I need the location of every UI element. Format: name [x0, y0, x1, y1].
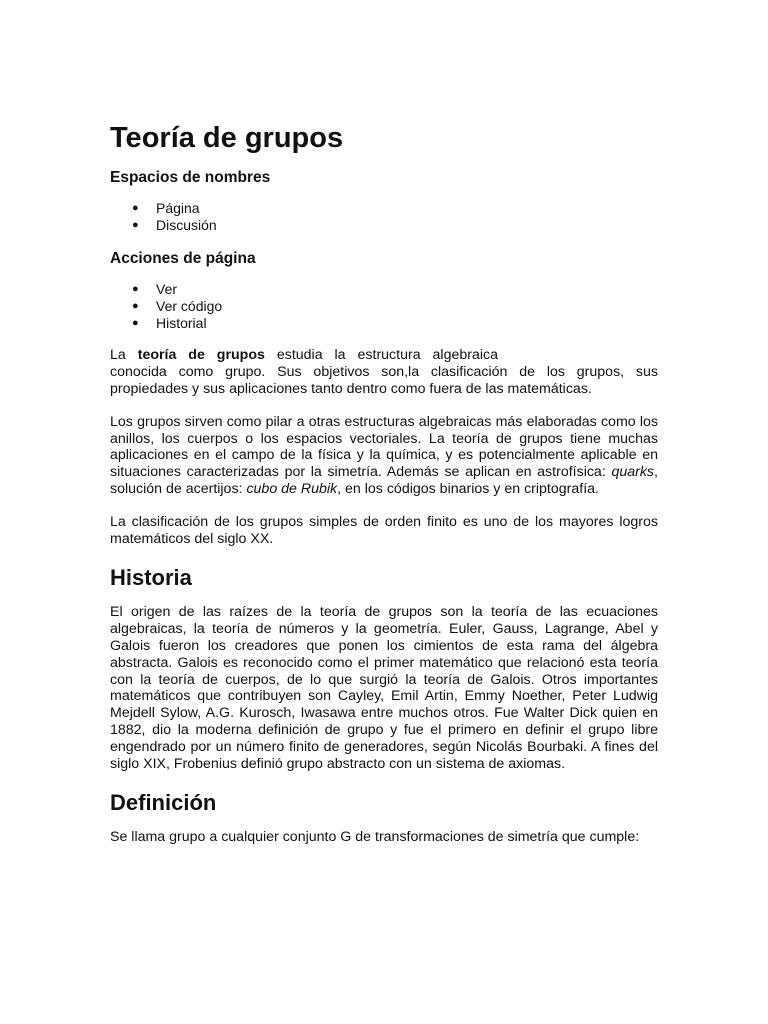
applications-paragraph: Los grupos sirven como pilar a otras estructuras algebraicas más elaboradas como los anillos, los cuerpos o los espacios vectoriales. La teoría de grupos tiene muchas aplicaciones en el campo de la física y la química, y es potencialmente aplicable en situaciones caracterizadas por la simetría. Además se aplican en astrofísica: quarks, solución de acertijos: cubo de Rubik, en los códigos binarios y en criptografía.: [110, 413, 658, 498]
bullet-icon: ●: [132, 202, 139, 214]
intro-paragraph-line1: La teoría de grupos estudia la estructura algebraica: [110, 347, 499, 363]
page-title: Teoría de grupos: [110, 122, 344, 154]
italic-rubik: cubo de Rubik: [246, 481, 338, 498]
list-item: ● Página: [132, 200, 200, 216]
definicion-paragraph: Se llama grupo a cualquier conjunto G de transformaciones de simetría que cumple:: [110, 828, 640, 845]
bold-term: teoría de grupos: [137, 347, 265, 363]
list-item: ● Ver código: [132, 298, 223, 314]
classification-paragraph: La clasificación de los grupos simples de orden finito es uno de los mayores logros matemáticos del siglo XX.: [110, 514, 658, 548]
bullet-icon: ●: [132, 317, 139, 329]
italic-quarks: quarks: [611, 464, 655, 481]
list-item: ● Ver: [132, 281, 178, 297]
intro-paragraph-body: conocida como grupo. Sus objetivos son,la clasificación de los grupos, sus propiedades y sus aplicaciones tanto dentro como fuera de las matemáticas.: [110, 363, 658, 397]
page-actions-list: [110, 281, 658, 332]
definicion-heading: Definición: [110, 789, 217, 815]
bullet-icon: ●: [132, 219, 139, 231]
list-item: ● Historial: [132, 315, 207, 331]
namespaces-heading: Espacios de nombres: [110, 169, 271, 186]
historia-paragraph: El origen de las raízes de la teoría de grupos son la teoría de las ecuaciones algebraicas, la teoría de números y la geometría. Euler, Gauss, Lagrange, Abel y Galois fueron los creadores que ponen los cimientos de esta rama del álgebra abstracta. Galois es reconocido como el primer matemático que relacionó esta teoría con la teoría de cuerpos, de lo que surgió la teoría de Galois. Otros importantes matemáticos que contribuyen son Cayley, Emil Artin, Emmy Noether, Peter Ludwig Mejdell Sylow, A.G. Kurosch, Iwasawa entre muchos otros. Fue Walter Dick quien en 1882, dio la moderna definición de grupo y fue el primero en definir el grupo libre engendrado por un número finito de generadores, según Nicolás Bourbaki. A fines del siglo XIX, Frobenius definió grupo abstracto con un sistema de axiomas.: [110, 604, 658, 772]
historia-heading: Historia: [110, 565, 192, 591]
document-page: [110, 120, 658, 862]
bullet-icon: ●: [132, 300, 139, 312]
namespaces-list: [110, 200, 658, 234]
bullet-icon: ●: [132, 283, 139, 295]
list-item: ● Discusión: [132, 217, 217, 233]
page-actions-heading: Acciones de página: [110, 250, 256, 267]
